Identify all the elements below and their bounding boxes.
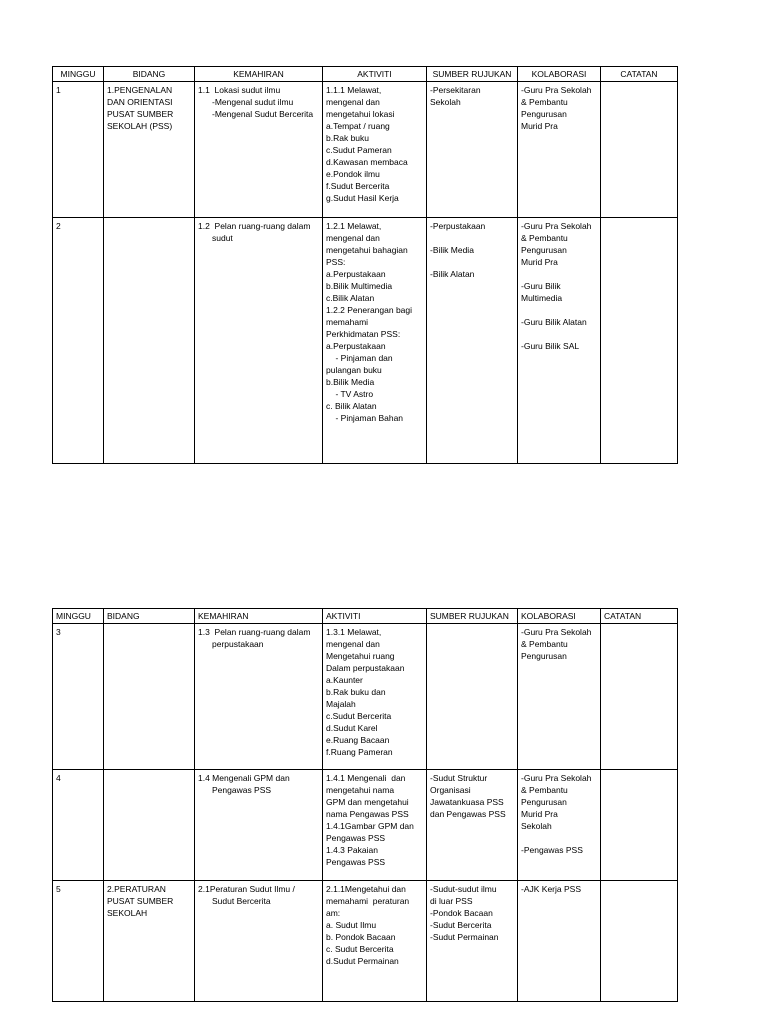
cell-line: -Guru Pra Sekolah <box>521 627 592 637</box>
cell-line: c.Sudut Bercerita <box>326 711 392 721</box>
cell-line: 1.1 Lokasi sudut ilmu <box>198 85 281 95</box>
cell-line: Pengawas PSS <box>326 857 386 867</box>
cell-line: Organisasi <box>430 785 471 795</box>
cell-line: DAN ORIENTASI <box>107 97 173 107</box>
cell-line: & Pembantu <box>521 639 568 649</box>
cell-line: perpustakaan <box>212 639 264 649</box>
cell-line: Perkhidmatan PSS: <box>326 329 401 339</box>
cell-line: b. Pondok Bacaan <box>326 932 396 942</box>
cell-sumber-rujukan <box>427 82 518 218</box>
header-sumber-rujukan: SUMBER RUJUKAN <box>427 609 518 624</box>
cell-line: Mengetahui ruang <box>326 651 395 661</box>
cell-aktiviti <box>323 881 427 1002</box>
cell-minggu <box>53 624 104 770</box>
cell-line: a.Tempat / ruang <box>326 121 390 131</box>
header-kemahiran: KEMAHIRAN <box>195 609 323 624</box>
cell-catatan <box>601 770 678 881</box>
cell-line: e.Ruang Bacaan <box>326 735 390 745</box>
cell-line: Multimedia <box>521 293 563 303</box>
header-minggu: MINGGU <box>53 609 104 624</box>
cell-line: g.Sudut Hasil Kerja <box>326 193 399 203</box>
cell-line: -Guru Bilik SAL <box>521 341 580 351</box>
cell-line: Pengurusan <box>521 245 567 255</box>
cell-line: 1.4.1 Mengenali dan <box>326 773 406 783</box>
cell-line: Pengurusan <box>521 797 567 807</box>
cell-line: Majalah <box>326 699 356 709</box>
cell-line: Pengawas PSS <box>212 785 272 795</box>
cell-line: Dalam perpustakaan <box>326 663 405 673</box>
cell-aktiviti <box>323 82 427 218</box>
cell-line: 1.2.2 Penerangan bagi <box>326 305 413 315</box>
cell-line: pulangan buku <box>326 365 382 375</box>
header-catatan: CATATAN <box>601 609 678 624</box>
cell-kolaborasi <box>518 82 601 218</box>
cell-line: c. Bilik Alatan <box>326 401 377 411</box>
cell-line: -Guru Pra Sekolah <box>521 85 592 95</box>
cell-catatan <box>601 82 678 218</box>
cell-minggu <box>53 218 104 464</box>
cell-line: -Sudut-sudut ilmu <box>430 884 497 894</box>
cell-line: mengenal dan <box>326 639 380 649</box>
cell-line: 2.PERATURAN <box>107 884 166 894</box>
cell-line: b.Bilik Media <box>326 377 375 387</box>
cell-kemahiran <box>195 82 323 218</box>
cell-line: sudut <box>212 233 233 243</box>
cell-sumber-rujukan <box>427 624 518 770</box>
cell-line: a.Perpustakaan <box>326 269 386 279</box>
cell-line: & Pembantu <box>521 233 568 243</box>
cell-aktiviti <box>323 218 427 464</box>
cell-line: 1.3 Pelan ruang-ruang dalam <box>198 627 311 637</box>
schedule-table-2 <box>52 608 678 1002</box>
cell-kemahiran <box>195 624 323 770</box>
cell-minggu <box>53 881 104 1002</box>
cell-line: b.Rak buku dan <box>326 687 386 697</box>
cell-line: nama Pengawas PSS <box>326 809 409 819</box>
header-kemahiran: KEMAHIRAN <box>195 67 323 82</box>
header-catatan: CATATAN <box>601 67 678 82</box>
cell-line: 5 <box>56 884 61 894</box>
cell-line: Murid Pra <box>521 121 558 131</box>
cell-line: -Guru Pra Sekolah <box>521 773 592 783</box>
cell-minggu <box>53 770 104 881</box>
cell-aktiviti <box>323 770 427 881</box>
cell-line: -Bilik Media <box>430 245 474 255</box>
cell-line: 3 <box>56 627 61 637</box>
cell-line: 1.PENGENALAN <box>107 85 173 95</box>
header-bidang: BIDANG <box>104 67 195 82</box>
cell-line: mengetahui nama <box>326 785 395 795</box>
cell-line: -Perpustakaan <box>430 221 486 231</box>
cell-kolaborasi <box>518 624 601 770</box>
cell-kolaborasi <box>518 770 601 881</box>
cell-bidang <box>104 218 195 464</box>
cell-sumber-rujukan <box>427 881 518 1002</box>
cell-line: -Sudut Struktur <box>430 773 488 783</box>
cell-line: 1.4.1Gambar GPM dan <box>326 821 414 831</box>
cell-line: b.Rak buku <box>326 133 369 143</box>
cell-catatan <box>601 624 678 770</box>
schedule-table-1 <box>52 66 678 464</box>
cell-line: Murid Pra <box>521 809 558 819</box>
header-aktiviti: AKTIVITI <box>323 609 427 624</box>
cell-line: -AJK Kerja PSS <box>521 884 581 894</box>
cell-line: a.Perpustakaan <box>326 341 386 351</box>
cell-line: 1.4.3 Pakaian <box>326 845 378 855</box>
cell-bidang <box>104 770 195 881</box>
cell-line: di luar PSS <box>430 896 473 906</box>
header-sumber-rujukan: SUMBER RUJUKAN <box>427 67 518 82</box>
cell-line: 1.1.1 Melawat, <box>326 85 382 95</box>
header-minggu: MINGGU <box>53 67 104 82</box>
cell-line: GPM dan mengetahui <box>326 797 409 807</box>
cell-bidang <box>104 881 195 1002</box>
cell-line: d.Sudut Permainan <box>326 956 399 966</box>
cell-line: Jawatankuasa PSS <box>430 797 504 807</box>
cell-line: Pengurusan <box>521 109 567 119</box>
cell-kemahiran <box>195 770 323 881</box>
table-row <box>53 218 678 464</box>
cell-line: f.Sudut Bercerita <box>326 181 390 191</box>
cell-line: mengetahui lokasi <box>326 109 395 119</box>
cell-line: d.Kawasan membaca <box>326 157 408 167</box>
cell-line: c.Sudut Pameran <box>326 145 392 155</box>
cell-sumber-rujukan <box>427 218 518 464</box>
cell-line: -Pondok Bacaan <box>430 908 493 918</box>
cell-line: -Sudut Permainan <box>430 932 499 942</box>
cell-line: - Pinjaman dan <box>326 353 393 363</box>
cell-line: 2.1Peraturan Sudut Ilmu / <box>198 884 295 894</box>
cell-bidang <box>104 82 195 218</box>
cell-sumber-rujukan <box>427 770 518 881</box>
cell-line: -Guru Pra Sekolah <box>521 221 592 231</box>
cell-line: & Pembantu <box>521 97 568 107</box>
cell-line: -Persekitaran <box>430 85 481 95</box>
cell-line: 2 <box>56 221 61 231</box>
cell-line: Pengurusan <box>521 651 567 661</box>
table-header-row <box>53 609 678 624</box>
table-row <box>53 82 678 218</box>
cell-kolaborasi <box>518 881 601 1002</box>
cell-line: -Mengenal Sudut Bercerita <box>212 109 314 119</box>
cell-line: - TV Astro <box>326 389 374 399</box>
cell-line: memahami peraturan <box>326 896 410 906</box>
cell-line: 1.4 Mengenali GPM dan <box>198 773 290 783</box>
cell-line: & Pembantu <box>521 785 568 795</box>
cell-line: mengenal dan <box>326 233 380 243</box>
cell-kemahiran <box>195 218 323 464</box>
cell-line: PUSAT SUMBER <box>107 896 174 906</box>
cell-line: c.Bilik Alatan <box>326 293 375 303</box>
cell-line: - Pinjaman Bahan <box>326 413 404 423</box>
cell-line: Sudut Bercerita <box>212 896 271 906</box>
header-aktiviti: AKTIVITI <box>323 67 427 82</box>
cell-line: b.Bilik Multimedia <box>326 281 393 291</box>
cell-line: a. Sudut Ilmu <box>326 920 377 930</box>
cell-line: PSS: <box>326 257 346 267</box>
cell-kemahiran <box>195 881 323 1002</box>
cell-catatan <box>601 881 678 1002</box>
cell-line: Sekolah <box>521 821 552 831</box>
cell-line: 1.3.1 Melawat, <box>326 627 382 637</box>
cell-line: e.Pondok ilmu <box>326 169 380 179</box>
cell-line: 2.1.1Mengetahui dan <box>326 884 406 894</box>
cell-line: mengetahui bahagian <box>326 245 408 255</box>
cell-line: -Guru Bilik Alatan <box>521 317 587 327</box>
table-row <box>53 624 678 770</box>
cell-line: -Pengawas PSS <box>521 845 583 855</box>
cell-line: 1.2 Pelan ruang-ruang dalam <box>198 221 311 231</box>
cell-kolaborasi <box>518 218 601 464</box>
cell-line: -Sudut Bercerita <box>430 920 492 930</box>
cell-line: f.Ruang Pameran <box>326 747 393 757</box>
cell-line: Murid Pra <box>521 257 558 267</box>
cell-line: -Mengenal sudut ilmu <box>212 97 294 107</box>
cell-line: 1 <box>56 85 61 95</box>
cell-line: c. Sudut Bercerita <box>326 944 394 954</box>
cell-line: am: <box>326 908 341 918</box>
cell-line: -Bilik Alatan <box>430 269 475 279</box>
table-row <box>53 770 678 881</box>
cell-aktiviti <box>323 624 427 770</box>
cell-catatan <box>601 218 678 464</box>
cell-line: memahami <box>326 317 369 327</box>
header-bidang: BIDANG <box>104 609 195 624</box>
cell-line: mengenal dan <box>326 97 380 107</box>
cell-line: dan Pengawas PSS <box>430 809 506 819</box>
table-body <box>53 82 678 464</box>
header-kolaborasi: KOLABORASI <box>518 67 601 82</box>
cell-line: SEKOLAH <box>107 908 148 918</box>
cell-line: Pengawas PSS <box>326 833 386 843</box>
cell-line: Sekolah <box>430 97 461 107</box>
table-body <box>53 624 678 1002</box>
cell-line: 1.2.1 Melawat, <box>326 221 382 231</box>
cell-line: -Guru Bilik <box>521 281 561 291</box>
cell-line: PUSAT SUMBER <box>107 109 174 119</box>
header-kolaborasi: KOLABORASI <box>518 609 601 624</box>
cell-line: SEKOLAH (PSS) <box>107 121 173 131</box>
cell-line: d.Sudut Karel <box>326 723 378 733</box>
cell-bidang <box>104 624 195 770</box>
cell-line: 4 <box>56 773 61 783</box>
table-row <box>53 881 678 1002</box>
cell-line: a.Kaunter <box>326 675 363 685</box>
table-header-row <box>53 67 678 82</box>
cell-minggu <box>53 82 104 218</box>
